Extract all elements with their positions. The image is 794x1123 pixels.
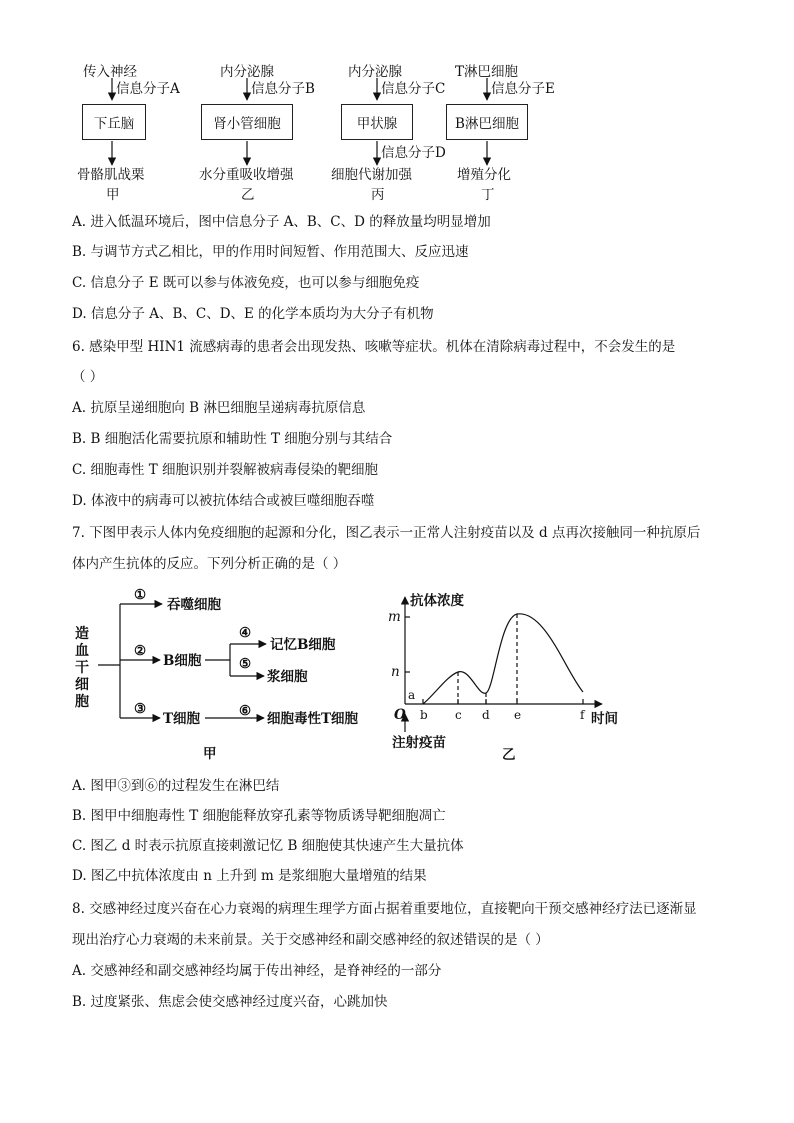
box-b-lymphocyte-label: B淋巴细胞	[455, 116, 519, 132]
result-3: 细胞代谢加强	[331, 167, 412, 183]
signal-label-b: 信息分子B	[251, 81, 315, 97]
q6-option-c: C. 细胞毒性 T 细胞识别并裂解被病毒侵染的靶细胞	[72, 462, 379, 478]
tag-jia: 甲	[106, 187, 120, 203]
top-label-3: 内分泌腺	[348, 64, 402, 80]
top-label-2: 内分泌腺	[220, 64, 274, 80]
vaccine-label: 注射疫苗	[392, 735, 446, 751]
result-4: 增殖分化	[457, 167, 511, 183]
cell-b: B细胞	[163, 653, 202, 669]
hematopoietic-stem-cell-label: 造血干细胞	[75, 626, 89, 710]
num-6: ⑥	[239, 703, 252, 719]
num-3: ③	[134, 701, 147, 717]
q6-option-a: A. 抗原呈递细胞向 B 淋巴细胞呈递病毒抗原信息	[72, 400, 366, 416]
q6-answer-paren: （ ）	[72, 369, 104, 385]
signal-label-d: 信息分子D	[381, 145, 446, 161]
x-tick-label-d: d	[482, 708, 490, 722]
x-tick-label-a: a	[408, 688, 416, 702]
x-tick-label-f: f	[580, 708, 585, 722]
cell-plasma: 浆细胞	[267, 669, 308, 685]
x-tick-label-c: c	[455, 708, 462, 722]
num-2: ②	[134, 643, 147, 659]
signal-label-a: 信息分子A	[116, 81, 180, 97]
q5-option-b: B. 与调节方式乙相比，甲的作用时间短暂、作用范围大、反应迅速	[72, 244, 469, 260]
signal-label-c: 信息分子C	[381, 81, 446, 97]
q8-option-b: B. 过度紧张、焦虑会使交感神经过度兴奋，心跳加快	[72, 994, 388, 1010]
q7-stem-line1: 7. 下图甲表示人体内免疫细胞的起源和分化，图乙表示一正常人注射疫苗以及 d 点再次接触同一种抗原后	[72, 525, 701, 541]
y-tick-label-m: m	[388, 609, 401, 625]
q6-option-b: B. B 细胞活化需要抗原和辅助性 T 细胞分别与其结合	[72, 431, 393, 447]
chart-ylabel: 抗体浓度	[410, 593, 464, 609]
y-tick-label-n: n	[391, 664, 400, 680]
box-renal-tubule-label: 肾小管细胞	[213, 116, 281, 132]
tag-ding: 丁	[481, 187, 495, 203]
chart-xlabel: 时间	[591, 711, 618, 727]
tag-bing: 丙	[371, 187, 385, 203]
signal-label-e: 信息分子E	[491, 81, 555, 97]
box-hypothalamus-label: 下丘脑	[93, 116, 135, 132]
q5-option-d: D. 信息分子 A、B、C、D、E 的化学本质均为大分子有机物	[72, 306, 434, 322]
top-label-4: T淋巴细胞	[455, 64, 519, 80]
q5-option-a: A. 进入低温环境后，图中信息分子 A、B、C、D 的释放量均明显增加	[72, 214, 491, 230]
q5-option-c: C. 信息分子 E 既可以参与体液免疫，也可以参与细胞免疫	[72, 275, 420, 291]
tag-yi: 乙	[241, 187, 255, 203]
top-label-1: 传入神经	[83, 64, 137, 80]
q8-stem-line1: 8. 交感神经过度兴奋在心力衰竭的病理生理学方面占据着重要地位，直接靶向干预交感神经疗法已逐渐显	[72, 901, 697, 917]
cell-cytotoxic-t: 细胞毒性T细胞	[267, 711, 359, 727]
q7-option-b: B. 图甲中细胞毒性 T 细胞能释放穿孔素等物质诱导靶细胞凋亡	[72, 808, 446, 824]
antibody-curve	[423, 614, 583, 704]
q7-stem-line2: 体内产生抗体的反应。下列分析正确的是（ ）	[72, 556, 347, 572]
q7-option-d: D. 图乙中抗体浓度由 n 上升到 m 是浆细胞大量增殖的结果	[72, 868, 427, 884]
result-1: 骨骼肌战栗	[77, 167, 145, 183]
x-tick-label-b: b	[420, 708, 428, 722]
cell-phagocyte: 吞噬细胞	[167, 597, 221, 613]
result-2: 水分重吸收增强	[199, 167, 294, 183]
cell-t: T细胞	[163, 711, 201, 727]
chart-origin: O	[394, 707, 406, 723]
cell-memory-b: 记忆B细胞	[270, 637, 336, 653]
x-tick-label-e: e	[514, 708, 522, 722]
box-thyroid-label: 甲状腺	[356, 116, 398, 132]
q6-option-d: D. 体液中的病毒可以被抗体结合或被巨噬细胞吞噬	[72, 493, 375, 509]
num-5: ⑤	[239, 656, 252, 672]
q6-stem: 6. 感染甲型 HIN1 流感病毒的患者会出现发热、咳嗽等症状。机体在清除病毒过程中，不会发生的是	[72, 339, 676, 355]
q7-option-a: A. 图甲③到⑥的过程发生在淋巴结	[72, 778, 280, 794]
q7-option-c: C. 图乙 d 时表示抗原直接刺激记忆 B 细胞使其快速产生大量抗体	[72, 838, 464, 854]
q8-option-a: A. 交感神经和副交感神经均属于传出神经，是脊神经的一部分	[72, 963, 442, 979]
num-1: ①	[134, 587, 147, 603]
num-4: ④	[239, 625, 252, 641]
q8-stem-line2: 现出治疗心力衰竭的未来前景。关于交感神经和副交感神经的叙述错误的是（ ）	[72, 932, 549, 948]
caption-jia: 甲	[203, 746, 217, 762]
caption-yi: 乙	[502, 747, 516, 763]
